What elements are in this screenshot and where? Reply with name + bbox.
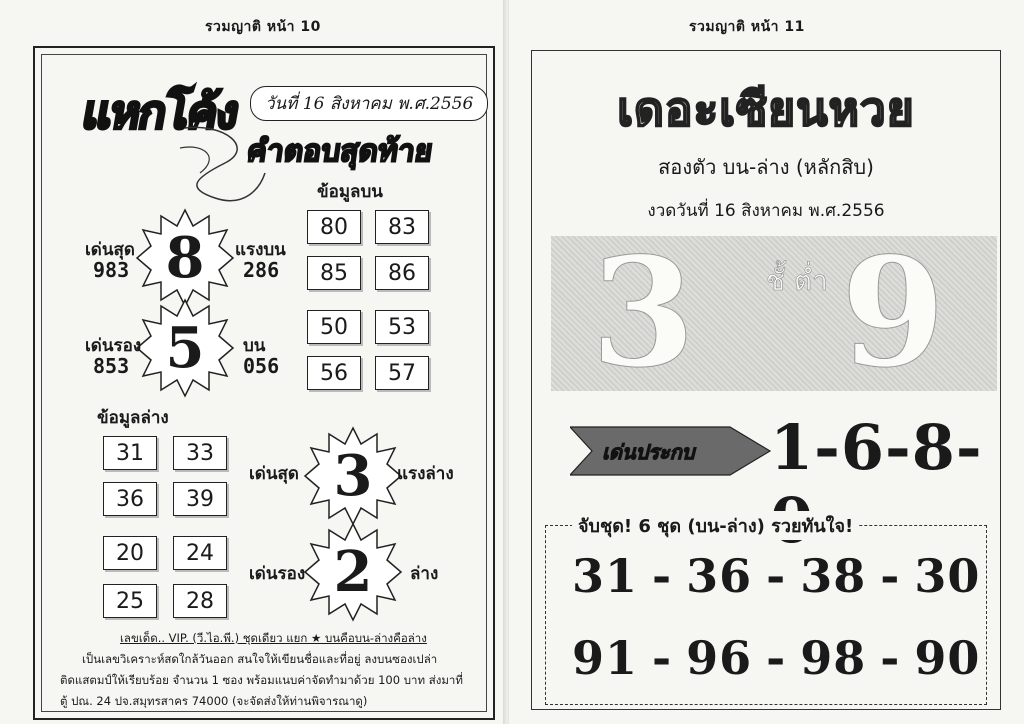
star-4 <box>303 522 403 622</box>
star-2 <box>135 298 235 398</box>
highlight-value: 1-6-8- <box>770 411 983 484</box>
set-number: 30 <box>914 549 981 603</box>
set-number: 38 <box>800 549 867 603</box>
right-frame <box>531 50 1001 710</box>
lower-box: 24 <box>173 536 227 570</box>
star-3-left-label: เด่นสุด <box>249 464 299 484</box>
star-1-left-value: 983 <box>93 258 130 282</box>
left-page <box>0 0 505 724</box>
logo-title: แหกโค้ง <box>78 85 242 139</box>
big-digit-mid: ชั้ ต่ำ <box>766 264 828 297</box>
right-page <box>509 0 1024 724</box>
lower-box: 28 <box>173 584 227 618</box>
right-title: เดอะเซียนหวย <box>617 82 915 136</box>
footer-line: เป็นเลขวิเคราะห์สดใกล้วันออก สนใจให้เขียนชื่อและที่อยู่ ลงบนซองเปล่า <box>82 652 438 666</box>
upper-box: 86 <box>375 256 429 290</box>
star-digit: 2 <box>333 539 373 605</box>
star-3 <box>303 426 403 526</box>
lower-box: 33 <box>173 436 227 470</box>
star-digit: 3 <box>333 443 373 509</box>
star-1-right-label: แรงบน <box>235 240 286 260</box>
star-2-right-label: บน <box>243 336 266 356</box>
star-1-left-label: เด่นสุด <box>85 240 135 260</box>
upper-box: 56 <box>307 356 361 390</box>
set-number: 90 <box>914 631 981 685</box>
lower-box: 25 <box>103 584 157 618</box>
lower-box: 31 <box>103 436 157 470</box>
upper-box: 80 <box>307 210 361 244</box>
footer-line: เลขเด็ด.. VIP. (วี.ไอ.พี.) ชุดเดียว แยก ★ บนคือบน-ล่างคือล่าง <box>120 631 427 645</box>
big-digit-right: 9 <box>841 225 946 401</box>
star-digit: 5 <box>165 315 205 381</box>
star-2-right-value: 056 <box>243 354 280 378</box>
star-2-left-label: เด่นรอง <box>85 336 142 356</box>
left-page-header: รวมญาติ หน้า 10 <box>205 19 321 35</box>
star-1-right-value: 286 <box>243 258 280 282</box>
set-number: 96 <box>686 631 753 685</box>
star-3-right-label: แรงล่าง <box>397 464 454 484</box>
footer-notes <box>60 628 500 712</box>
set-row-2: 91 - 96 - 98 - 90 <box>572 631 981 685</box>
digit-panel <box>551 225 997 401</box>
set-row-1: 31 - 36 - 38 - 30 <box>572 549 981 603</box>
star-4-left-label: เด่นรอง <box>249 564 306 584</box>
right-subtitle: สองตัว บน-ล่าง (หลักสิบ) <box>658 155 874 179</box>
set-number: 36 <box>686 549 753 603</box>
upper-box: 50 <box>307 310 361 344</box>
lower-box: 20 <box>103 536 157 570</box>
subtitle: คำตอบสุดท้าย <box>244 134 435 169</box>
footer-line: ตู้ ปณ. 24 ปจ.สมุทรสาคร 74000 (จะจัดส่งให้ท่านพิจารณาดู) <box>60 694 368 708</box>
upper-box: 83 <box>375 210 429 244</box>
upper-data-label: ข้อมูลบน <box>317 182 383 202</box>
star-2-left-value: 853 <box>93 354 130 378</box>
upper-box: 57 <box>375 356 429 390</box>
set-number: 98 <box>800 631 867 685</box>
sets-title: จับชุด! 6 ชุด (บน-ล่าง) รวยทันใจ! <box>572 511 859 540</box>
lower-data-label: ข้อมูลล่าง <box>97 408 169 428</box>
right-page-header: รวมญาติ หน้า 11 <box>689 19 805 35</box>
lower-box: 36 <box>103 482 157 516</box>
draw-date: วันที่ 16 สิงหาคม พ.ศ.2556 <box>250 86 488 121</box>
star-digit: 8 <box>165 225 205 291</box>
lower-box: 39 <box>173 482 227 516</box>
footer-line: ติดแสตมป์ให้เรียบร้อย จำนวน 1 ซอง พร้อมแนบค่าจัดทำมาด้วย 100 บาท ส่งมาที่ <box>60 673 463 687</box>
upper-box: 53 <box>375 310 429 344</box>
highlight-label: เด่นประกบ <box>602 440 695 464</box>
set-number: 31 <box>572 549 639 603</box>
star-4-right-label: ล่าง <box>410 564 439 584</box>
big-digit-left: 3 <box>591 225 696 401</box>
upper-box: 85 <box>307 256 361 290</box>
star-1 <box>135 208 235 308</box>
left-frame <box>33 46 495 720</box>
set-number: 91 <box>572 631 639 685</box>
right-draw-date: งวดวันที่ 16 สิงหาคม พ.ศ.2556 <box>647 201 885 221</box>
